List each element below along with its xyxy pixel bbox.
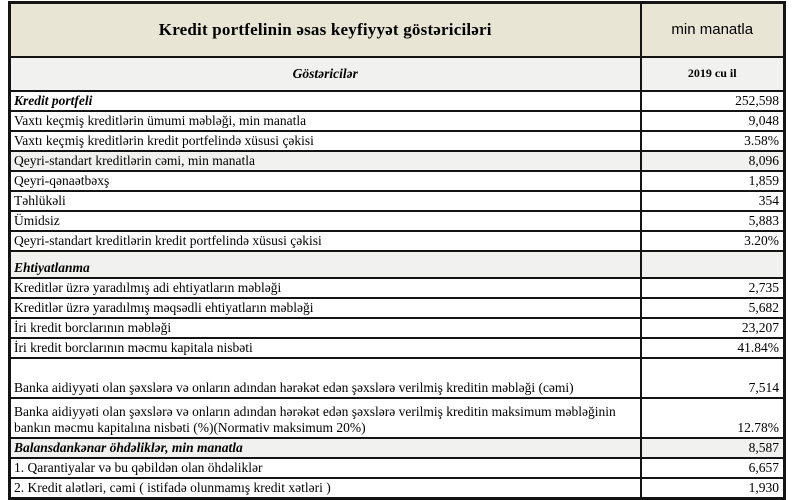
row-label: Balansdankənar öhdəliklər, min manatla: [10, 438, 641, 458]
row-label: Kredit portfeli: [10, 91, 641, 111]
row-label: 1. Qarantiyalar və bu qəbildən olan öhdəliklər: [10, 458, 641, 478]
row-label: Ehtiyatlanma: [10, 251, 641, 278]
row-label: Qeyri-standart kreditlərin kredit portfelində xüsusi çəkisi: [10, 231, 641, 251]
row-value: 41.84%: [641, 338, 785, 358]
row-label: Qeyri-qənaətbəxş: [10, 171, 641, 191]
row-value: 1,930: [641, 478, 785, 499]
table-row: [10, 458, 785, 478]
table-row: [10, 338, 785, 358]
table-row: [10, 478, 785, 499]
row-value: 1,859: [641, 171, 785, 191]
page-title: Kredit portfelinin əsas keyfiyyət göstəriciləri: [10, 3, 641, 57]
row-label: Kreditlər üzrə yaradılmış məqsədli ehtiyatların məbləği: [10, 298, 641, 318]
row-value: 8,096: [641, 151, 785, 171]
row-label: Banka aidiyyəti olan şəxslərə və onların adından hərəkət edən şəxslərə verilmiş kreditin məbləği (cəmi): [10, 358, 641, 398]
table-row: [10, 318, 785, 338]
table-row: [10, 171, 785, 191]
row-label: Qeyri-standart kreditlərin cəmi, min manatla: [10, 151, 641, 171]
row-label: Vaxtı keçmiş kreditlərin ümumi məbləği, min manatla: [10, 111, 641, 131]
row-label: 2. Kredit alətləri, cəmi ( istifadə olunmamış kredit xətləri ): [10, 478, 641, 499]
table-row: [10, 438, 785, 458]
row-label: Kreditlər üzrə yaradılmış adi ehtiyatların məbləği: [10, 278, 641, 298]
row-value: 2,735: [641, 278, 785, 298]
table-row: [10, 211, 785, 231]
row-label: Ümidsiz: [10, 211, 641, 231]
row-value: 252,598: [641, 91, 785, 111]
row-value: 5,682: [641, 298, 785, 318]
table-row: [10, 278, 785, 298]
row-value: 8,587: [641, 438, 785, 458]
table-row: [10, 231, 785, 251]
row-label: İri kredit borclarının məbləği: [10, 318, 641, 338]
row-label: Vaxtı keçmiş kreditlərin kredit portfelində xüsusi çəkisi: [10, 131, 641, 151]
row-label: Təhlükəli: [10, 191, 641, 211]
row-value: 7,514: [641, 358, 785, 398]
column-header-indicators: Göstəricilər: [10, 57, 641, 91]
table-row: [10, 131, 785, 151]
table-title-row: [10, 3, 785, 57]
row-value: 3.20%: [641, 231, 785, 251]
table-row: [10, 111, 785, 131]
column-header-row: [10, 57, 785, 91]
unit-label: min manatla: [641, 3, 785, 57]
table-row: [10, 191, 785, 211]
row-label: İri kredit borclarının məcmu kapitala nisbəti: [10, 338, 641, 358]
table-row: [10, 251, 785, 278]
row-value: 354: [641, 191, 785, 211]
credit-portfolio-table: [8, 1, 786, 500]
table-row: [10, 298, 785, 318]
row-value: [641, 251, 785, 278]
table-row: [10, 398, 785, 438]
column-header-year: 2019 cu il: [641, 57, 785, 91]
table-row: [10, 91, 785, 111]
row-value: 23,207: [641, 318, 785, 338]
table-row: [10, 151, 785, 171]
row-label: Banka aidiyyəti olan şəxslərə və onların adından hərəkət edən şəxslərə verilmiş kreditin maksimum məbləğinin bankın məcmu kapitalına nisbəti (%)(Normativ maksimum 20%): [10, 398, 641, 438]
table-body: [10, 91, 785, 499]
row-value: 6,657: [641, 458, 785, 478]
row-value: 9,048: [641, 111, 785, 131]
row-value: 12.78%: [641, 398, 785, 438]
row-value: 5,883: [641, 211, 785, 231]
row-value: 3.58%: [641, 131, 785, 151]
table-row: [10, 358, 785, 398]
